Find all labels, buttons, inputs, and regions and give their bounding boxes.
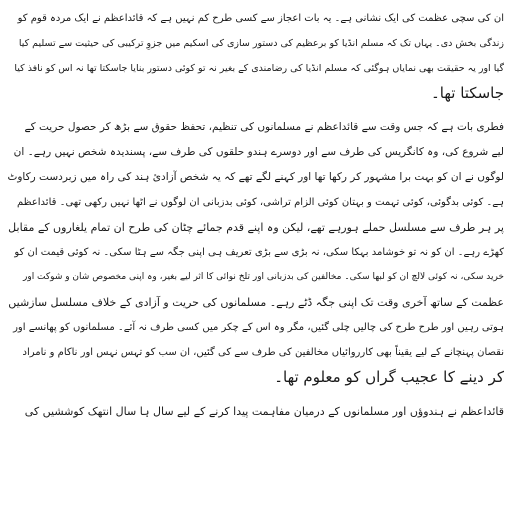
paragraph-line: کھڑے رہے۔ ان کو نہ تو خوشامد بہکا سکی، نہ بڑی سے بڑی تعریف ہی اپنی جگہ سے ہٹا سکی۔ نہ کوئی قیمت ان کو xyxy=(14,247,504,258)
paragraph-line: ان کی سچی عظمت کی ایک نشانی ہے۔ یہ بات اعجاز سے کسی طرح کم نہیں ہے کہ قائداعظم نے ایک مردہ قوم کو xyxy=(17,13,504,24)
paragraph-line: گیا اور یہ حقیقت بھی نمایاں ہوگئی کہ مسلم انڈیا کی رضامندی کے بغیر نہ تو کوئی دستور بنایا جاسکتا تھا نہ اس کو نافذ کیا xyxy=(14,63,504,74)
paragraph-line: ہے۔ کوئی بدگوئی، کوئی تہمت و بہتان کوئی الزام تراشی، کوئی بدزبانی ان لوگوں نے اٹھا نہیں رکھی تھی۔ قائداعظم xyxy=(16,197,504,208)
paragraph-1 xyxy=(6,6,504,106)
document-page xyxy=(6,6,504,512)
paragraph-line: خرید سکی، نہ کوئی لالچ ان کو لبھا سکی۔ مخالفین کی بدزبانی اور تلخ نوائی کا اثر لیے بغیر، وہ اپنی مخصوص شان و شوکت اور xyxy=(23,272,504,282)
paragraph-2 xyxy=(6,115,504,390)
paragraph-line: پر ہر طرف سے مسلسل حملے ہورہے تھے، لیکن وہ اپنے قدم جمائے چٹان کی طرح ان تمام یلغاروں کے مقابل xyxy=(8,221,504,234)
paragraph-line: نقصان پہنچانے کے لیے یقیناً بھی کارروائیاں مخالفین کی طرف سے کی گئیں، ان سب کو تہس نہس اور ناکام و نامراد xyxy=(22,347,504,358)
paragraph-line: فطری بات ہے کہ جس وقت سے قائداعظم نے مسلمانوں کی تنظیم، تحفظ حقوق سے بڑھ کر حصول حریت کے xyxy=(24,121,504,133)
paragraph-line: زندگی بخش دی۔ یہاں تک کہ مسلم انڈیا کو برعظیم کی دستور سازی کی اسکیم میں جزوِ ترکیبی کی حیثیت سے تسلیم کیا xyxy=(18,38,504,49)
paragraph-line: ہوتی رہیں اور طرح طرح کی چالیں چلی گئیں، مگر وہ اس کے چکر میں کسی طرف نہ آئے۔ مسلمانوں کو پھانسے اور xyxy=(13,322,504,333)
paragraph-line: لیے شروع کی، وہ کانگریس کی طرف سے اور دوسرے ہندو حلقوں کی طرف سے، پسندیدہ شخص نہیں رہے۔ ان xyxy=(13,146,504,158)
paragraph-line: جاسکتا تھا۔ xyxy=(430,84,504,102)
paragraph-line: قائداعظم نے ہندوؤں اور مسلمانوں کے درمیان مفاہمت پیدا کرنے کے لیے سال ہا سال انتھک کوششیں کی xyxy=(24,405,504,418)
paragraph-line: عظمت کے ساتھ آخری وقت تک اپنی جگہ ڈٹے رہے۔ مسلمانوں کی حریت و آزادی کے خلاف مسلسل سازشیں xyxy=(8,296,504,309)
paragraph-3 xyxy=(6,399,504,424)
paragraph-line: لوگوں نے ان کو بہت برا مشہور کر رکھا تھا اور کہنے لگے تھے کہ یہ شخص آزادیٔ ہند کی راہ میں زبردست رکاوٹ xyxy=(7,171,504,183)
paragraph-gap xyxy=(6,106,504,115)
paragraph-gap xyxy=(6,390,504,399)
paragraph-line: کر دینے کا عجیب گراں کو معلوم تھا۔ xyxy=(274,368,504,386)
